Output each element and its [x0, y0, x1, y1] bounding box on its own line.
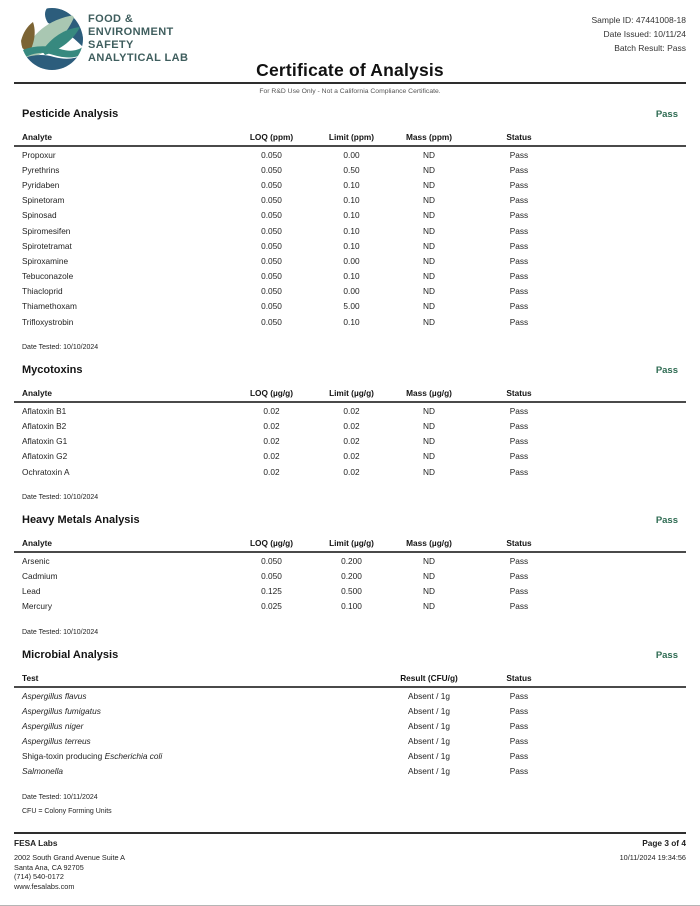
results-table: [14, 130, 686, 329]
section-status-badge: Pass: [655, 109, 678, 120]
value-cell: ND: [423, 421, 435, 432]
column-header: Mass (µg/g): [389, 386, 469, 402]
analyte-cell: Spinetoram: [22, 195, 65, 206]
document-header: [14, 0, 686, 84]
document-subtitle: For R&D Use Only - Not a California Compliance Certificate.: [259, 88, 441, 95]
value-cell: 5.00: [343, 301, 360, 312]
value-cell: 0.10: [343, 179, 360, 190]
value-cell: Pass: [509, 210, 529, 221]
value-cell: 0.050: [261, 555, 282, 566]
value-cell: 0.200: [341, 555, 362, 566]
column-header: Status: [469, 536, 569, 552]
column-header: Status: [469, 386, 569, 402]
value-cell: 0.00: [343, 255, 360, 266]
table-row: [14, 584, 686, 599]
analysis-section: [14, 364, 686, 501]
value-cell: ND: [423, 436, 435, 447]
value-cell: Pass: [509, 195, 529, 206]
results-table: [14, 536, 686, 614]
date-tested: Date Tested: 10/11/2024: [22, 794, 98, 802]
table-row: [14, 299, 686, 314]
results-table: [14, 671, 686, 779]
value-cell: 0.050: [261, 210, 282, 221]
analyte-cell: Tebuconazole: [22, 271, 74, 282]
table-header-row: [14, 130, 686, 146]
value-cell: 0.125: [261, 586, 282, 597]
value-cell: 0.50: [343, 164, 360, 175]
column-header: Test: [14, 671, 389, 687]
column-header: Analyte: [14, 386, 229, 402]
date-tested: Date Tested: 10/10/2024: [22, 344, 99, 352]
document-title: Certificate of Analysis: [256, 60, 444, 80]
column-header: LOQ (ppm): [229, 130, 314, 146]
analyte-cell: Pyrethrins: [22, 164, 60, 175]
filler-cell: [569, 552, 686, 568]
value-cell: 0.500: [341, 586, 362, 597]
value-cell: ND: [423, 586, 435, 597]
value-cell: Pass: [509, 240, 529, 251]
value-cell: 0.10: [343, 210, 360, 221]
date-issued: Date Issued: 10/11/24: [603, 29, 686, 39]
filler-cell: [569, 223, 686, 238]
table-row: [14, 162, 686, 177]
value-cell: 0.050: [261, 240, 282, 251]
table-row: [14, 703, 686, 718]
value-cell: 0.02: [343, 436, 360, 447]
analyte-cell: Cadmium: [22, 570, 58, 581]
filler-cell: [569, 208, 686, 223]
analyte-cell: [14, 703, 389, 718]
value-cell: ND: [423, 225, 435, 236]
analysis-section: [14, 108, 686, 351]
filler-cell: [569, 269, 686, 284]
batch-result: Batch Result: Pass: [614, 43, 686, 53]
value-cell: ND: [423, 164, 435, 175]
filler-cell: [569, 418, 686, 433]
analyte-cell: Trifloxystrobin: [22, 316, 74, 327]
analyte-name-part: Aspergillus flavus: [22, 690, 87, 701]
document-footer: [14, 832, 686, 905]
value-cell: 0.050: [261, 286, 282, 297]
value-cell: 0.02: [343, 421, 360, 432]
footer-address-line: 2002 South Grand Avenue Suite A: [14, 853, 126, 862]
section-title: Microbial Analysis: [22, 648, 119, 661]
table-row: [14, 418, 686, 433]
value-cell: 0.050: [261, 570, 282, 581]
column-header: Limit (µg/g): [314, 536, 389, 552]
table-header-row: [14, 536, 686, 552]
filler-cell: [569, 449, 686, 464]
value-cell: ND: [423, 240, 435, 251]
table-header-row: [14, 671, 686, 687]
value-cell: Pass: [509, 225, 529, 236]
section-status-badge: Pass: [655, 365, 678, 377]
analyte-cell: Spinosad: [22, 210, 57, 221]
analyte-name-part: Shiga-toxin producing: [22, 751, 105, 762]
value-cell: 0.02: [263, 421, 280, 432]
table-row: [14, 464, 686, 479]
filler-cell: [569, 703, 686, 718]
value-cell: Absent / 1g: [408, 720, 450, 731]
analyte-cell: Aflatoxin G1: [22, 436, 68, 447]
value-cell: Pass: [509, 690, 529, 701]
section-title: Mycotoxins: [22, 364, 83, 377]
value-cell: 0.10: [343, 195, 360, 206]
table-row: [14, 253, 686, 268]
section-header: [14, 649, 686, 661]
footer-address: [14, 853, 125, 891]
value-cell: ND: [423, 149, 435, 160]
page-number: Page 3 of 4: [642, 838, 686, 848]
analyte-cell: Thiamethoxam: [22, 301, 77, 312]
value-cell: 0.050: [261, 255, 282, 266]
value-cell: Pass: [509, 466, 529, 477]
value-cell: 0.050: [261, 316, 282, 327]
column-header-filler: [569, 386, 686, 402]
column-header: LOQ (µg/g): [229, 536, 314, 552]
value-cell: ND: [423, 405, 435, 416]
value-cell: ND: [423, 601, 435, 612]
table-row: [14, 749, 686, 764]
value-cell: 0.02: [263, 405, 280, 416]
table-row: [14, 314, 686, 329]
analyte-cell: Thiacloprid: [22, 286, 63, 297]
value-cell: ND: [423, 555, 435, 566]
value-cell: Pass: [509, 451, 529, 462]
value-cell: 0.050: [261, 195, 282, 206]
filler-cell: [569, 193, 686, 208]
date-tested: Date Tested: 10/10/2024: [22, 494, 99, 502]
value-cell: ND: [423, 451, 435, 462]
value-cell: 0.050: [261, 225, 282, 236]
analyte-cell: [14, 749, 389, 764]
value-cell: 0.050: [261, 301, 282, 312]
table-row: [14, 284, 686, 299]
value-cell: 0.02: [263, 436, 280, 447]
analyte-cell: [14, 718, 389, 733]
filler-cell: [569, 764, 686, 779]
analyte-cell: Lead: [22, 586, 41, 597]
sample-id: Sample ID: 47441008-18: [591, 15, 686, 25]
table-row: [14, 449, 686, 464]
table-row: [14, 687, 686, 703]
column-header: Mass (ppm): [389, 130, 469, 146]
filler-cell: [569, 718, 686, 733]
value-cell: 0.050: [261, 164, 282, 175]
table-header-row: [14, 386, 686, 402]
analyte-cell: Spiromesifen: [22, 225, 71, 236]
analyte-name-part: Aspergillus fumigatus: [22, 705, 101, 716]
lab-name-line: FOOD &: [88, 13, 134, 25]
value-cell: Pass: [509, 570, 529, 581]
analyte-cell: Ochratoxin A: [22, 466, 70, 477]
table-row: [14, 568, 686, 583]
value-cell: Pass: [509, 405, 529, 416]
table-row: [14, 434, 686, 449]
filler-cell: [569, 687, 686, 703]
table-row: [14, 269, 686, 284]
value-cell: Pass: [509, 436, 529, 447]
analyte-name-part: Salmonella: [22, 766, 64, 777]
value-cell: Pass: [509, 705, 529, 716]
section-title: Heavy Metals Analysis: [22, 514, 140, 527]
value-cell: ND: [423, 316, 435, 327]
date-tested: Date Tested: 10/10/2024: [22, 628, 99, 636]
filler-cell: [569, 162, 686, 177]
value-cell: 0.050: [261, 179, 282, 190]
table-row: [14, 223, 686, 238]
value-cell: 0.02: [343, 466, 360, 477]
column-header: Status: [469, 130, 569, 146]
value-cell: Pass: [509, 164, 529, 175]
table-row: [14, 764, 686, 779]
results-table: [14, 386, 686, 479]
footer-lab-info: [14, 838, 125, 891]
lab-name-line: SAFETY: [88, 39, 134, 51]
analyte-name-part: Aspergillus terreus: [22, 736, 91, 747]
value-cell: Absent / 1g: [408, 736, 450, 747]
analyte-cell: Spiroxamine: [22, 255, 69, 266]
print-timestamp: 10/11/2024 19:34:56: [619, 853, 686, 862]
section-header: [14, 514, 686, 526]
column-header-filler: [569, 130, 686, 146]
value-cell: Pass: [509, 555, 529, 566]
footer-website: www.fesalabs.com: [14, 881, 75, 891]
value-cell: Pass: [509, 736, 529, 747]
filler-cell: [569, 177, 686, 192]
value-cell: 0.02: [263, 466, 280, 477]
filler-cell: [569, 402, 686, 418]
value-cell: ND: [423, 286, 435, 297]
value-cell: ND: [423, 195, 435, 206]
section-status-badge: Pass: [655, 649, 678, 661]
filler-cell: [569, 314, 686, 329]
column-header-filler: [569, 671, 686, 687]
column-header: Limit (ppm): [314, 130, 389, 146]
column-header: Analyte: [14, 536, 229, 552]
value-cell: Pass: [509, 720, 529, 731]
value-cell: Absent / 1g: [408, 705, 450, 716]
sample-info: [591, 13, 686, 55]
value-cell: 0.00: [343, 286, 360, 297]
value-cell: 0.02: [343, 405, 360, 416]
value-cell: 0.050: [261, 271, 282, 282]
analyte-cell: Pyridaben: [22, 179, 60, 190]
column-header: Mass (µg/g): [389, 536, 469, 552]
value-cell: ND: [423, 570, 435, 581]
table-row: [14, 599, 686, 614]
table-row: [14, 734, 686, 749]
table-row: [14, 208, 686, 223]
analyte-cell: Arsenic: [22, 555, 50, 566]
filler-cell: [569, 584, 686, 599]
filler-cell: [569, 464, 686, 479]
value-cell: 0.10: [343, 240, 360, 251]
value-cell: Absent / 1g: [408, 751, 450, 762]
analyte-cell: Mercury: [22, 601, 52, 612]
table-row: [14, 718, 686, 733]
analyte-cell: Aflatoxin B2: [22, 421, 67, 432]
value-cell: ND: [423, 301, 435, 312]
analyte-cell: Aflatoxin B1: [22, 405, 67, 416]
section-header: [14, 364, 686, 376]
footer-address-line: (714) 540-0172: [14, 872, 64, 881]
column-header: Result (CFU/g): [389, 671, 469, 687]
analyte-cell: [14, 734, 389, 749]
value-cell: 0.10: [343, 225, 360, 236]
value-cell: 0.00: [343, 149, 360, 160]
section-status-badge: Pass: [655, 515, 678, 527]
value-cell: 0.025: [261, 601, 282, 612]
value-cell: ND: [423, 255, 435, 266]
filler-cell: [569, 434, 686, 449]
value-cell: Pass: [509, 421, 529, 432]
analysis-section: [14, 649, 686, 815]
analysis-section: [14, 514, 686, 636]
value-cell: ND: [423, 179, 435, 190]
filler-cell: [569, 599, 686, 614]
value-cell: 0.10: [343, 271, 360, 282]
filler-cell: [569, 749, 686, 764]
column-header: LOQ (µg/g): [229, 386, 314, 402]
value-cell: Pass: [509, 751, 529, 762]
lab-name-line: ENVIRONMENT: [88, 26, 174, 38]
analyte-cell: [14, 687, 389, 703]
value-cell: 0.200: [341, 570, 362, 581]
value-cell: Pass: [509, 301, 529, 312]
value-cell: Pass: [509, 255, 529, 266]
value-cell: Pass: [509, 179, 529, 190]
table-row: [14, 193, 686, 208]
analyte-name-part: Escherichia coli: [104, 751, 163, 762]
value-cell: Pass: [509, 316, 529, 327]
lab-name: [88, 13, 188, 65]
filler-cell: [569, 299, 686, 314]
analyte-cell: Propoxur: [22, 149, 56, 160]
table-row: [14, 402, 686, 418]
column-header: Status: [469, 671, 569, 687]
filler-cell: [569, 146, 686, 162]
footer-address-line: Santa Ana, CA 92705: [14, 862, 84, 872]
footer-lab-name: FESA Labs: [14, 838, 58, 848]
value-cell: Pass: [509, 149, 529, 160]
footer-page-info: [620, 838, 686, 891]
table-row: [14, 177, 686, 192]
filler-cell: [569, 568, 686, 583]
value-cell: 0.02: [263, 451, 280, 462]
value-cell: 0.050: [261, 149, 282, 160]
filler-cell: [569, 238, 686, 253]
value-cell: ND: [423, 210, 435, 221]
table-row: [14, 146, 686, 162]
analyte-cell: Spirotetramat: [22, 240, 72, 251]
value-cell: Pass: [509, 766, 529, 777]
value-cell: 0.100: [341, 601, 362, 612]
section-note: CFU = Colony Forming Units: [22, 808, 112, 816]
filler-cell: [569, 253, 686, 268]
value-cell: 0.10: [343, 316, 360, 327]
analyte-name-part: Aspergillus niger: [22, 720, 84, 731]
analyte-cell: Aflatoxin G2: [22, 451, 68, 462]
sections: [14, 95, 686, 815]
value-cell: 0.02: [343, 451, 360, 462]
value-cell: ND: [423, 466, 435, 477]
value-cell: Pass: [509, 601, 529, 612]
value-cell: ND: [423, 271, 435, 282]
filler-cell: [569, 734, 686, 749]
value-cell: Pass: [509, 286, 529, 297]
filler-cell: [569, 284, 686, 299]
value-cell: Pass: [509, 586, 529, 597]
column-header: Analyte: [14, 130, 229, 146]
lab-name-line: ANALYTICAL LAB: [88, 52, 189, 64]
column-header: Limit (µg/g): [314, 386, 389, 402]
value-cell: Pass: [509, 271, 529, 282]
column-header-filler: [569, 536, 686, 552]
value-cell: Absent / 1g: [408, 690, 450, 701]
table-row: [14, 552, 686, 568]
section-header: [14, 108, 686, 120]
section-title: Pesticide Analysis: [22, 108, 119, 120]
table-row: [14, 238, 686, 253]
value-cell: Absent / 1g: [408, 766, 450, 777]
analyte-cell: [14, 764, 389, 779]
